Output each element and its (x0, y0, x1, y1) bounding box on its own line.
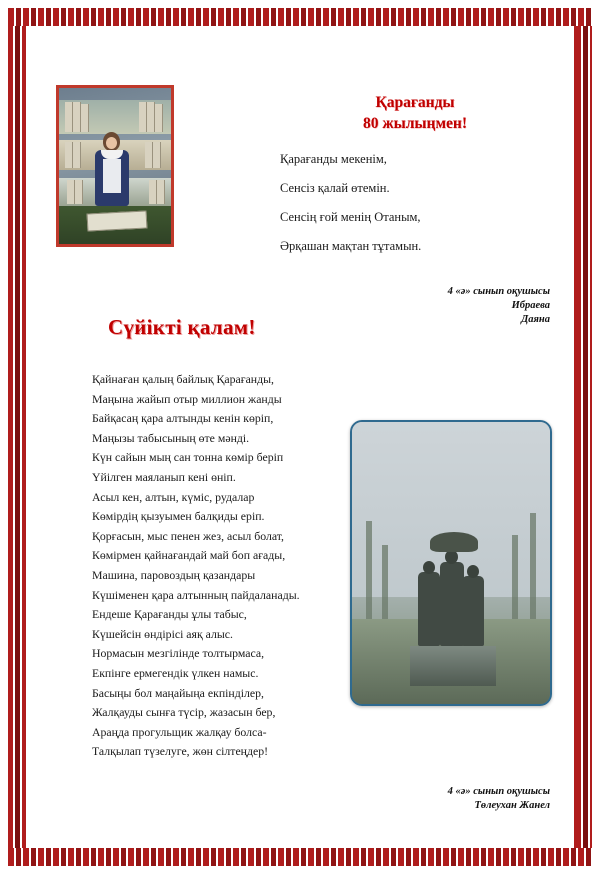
miners-monument-photo (350, 420, 552, 706)
schoolgirl-in-library-photo (56, 85, 174, 247)
karaganda-poem-author (360, 285, 550, 327)
poem2-line: Талқылап түзелуге, жөн сілтеңдер! (92, 744, 269, 759)
poem2-line: Байқасаң қара алтынды кенін көріп, (92, 411, 274, 426)
poem2-line: Нормасын мезгілінде толтырмаса, (92, 646, 265, 661)
poem2-line: Маңына жайып отыр миллион жанды (92, 391, 282, 406)
poem2-line: Асыл кен, алтын, күміс, рудалар (92, 489, 255, 504)
poem2-line: Күшіменен қара алтынның пайдаланады. (92, 587, 300, 602)
suyikti-kalam-poem-author (360, 785, 550, 813)
poem2-line: Басыңы бол маңайыңа екпінділер, (92, 685, 264, 700)
border-bottom-band (8, 848, 592, 866)
poem1-line: Қарағанды мекенім, (280, 152, 387, 166)
poem2-line: Көмірдің қызуымен балқиды еріп. (92, 509, 265, 524)
poem2-line: Екпінге ермегендік үлкен намыс. (92, 665, 259, 680)
suyikti-kalam-title: Сүйікті қалам! (108, 315, 256, 339)
poem2-line: Күн сайын мың сан тонна көмір беріп (92, 450, 284, 465)
poem2-line: Қорғасын, мыс пенен жез, асыл болат, (92, 528, 284, 543)
karaganda-title-line2: 80 жылыңмен! (363, 115, 467, 132)
author1-surname: Ибраева (511, 300, 550, 311)
poem2-line: Араңда прогульщик жалқау болса- (92, 724, 267, 739)
poem2-line: Жалқауды сынға түсір, жазасын бер, (92, 705, 276, 720)
poem2-line: Күшейсін өндірісі аяқ алыс. (92, 626, 233, 641)
author2-class: 4 «ә» сынып оқушысы (447, 786, 550, 797)
poem1-line: Сенсің ғой менің Отаным, (280, 210, 421, 224)
karaganda-title-line1: Қарағанды (375, 94, 455, 111)
author1-class: 4 «ә» сынып оқушысы (447, 286, 550, 297)
poem2-line: Көмірмен қайнағандай май боп ағады, (92, 548, 286, 563)
author2-name: Төлеухан Жанел (474, 800, 550, 811)
suyikti-kalam-poem (92, 370, 392, 762)
border-top-band (8, 8, 592, 26)
author1-name: Даяна (521, 314, 550, 325)
karaganda-poem (280, 145, 550, 261)
page-content (30, 30, 570, 844)
poem2-line: Маңызы табысының өте мәнді. (92, 430, 250, 445)
poem1-line: Әрқашан мақтан тұтамын. (280, 239, 422, 253)
poem2-line: Қайнаған қалың байлық Қарағанды, (92, 372, 274, 386)
poem2-line: Машина, паровоздың қазандары (92, 567, 256, 582)
poem1-line: Сенсіз қалай өтемін. (280, 181, 390, 195)
karaganda-title (280, 92, 550, 134)
poem2-line: Үйілген маяланып кені өніп. (92, 469, 236, 484)
poem2-line: Ендеше Қарағанды ұлы табыс, (92, 607, 247, 622)
